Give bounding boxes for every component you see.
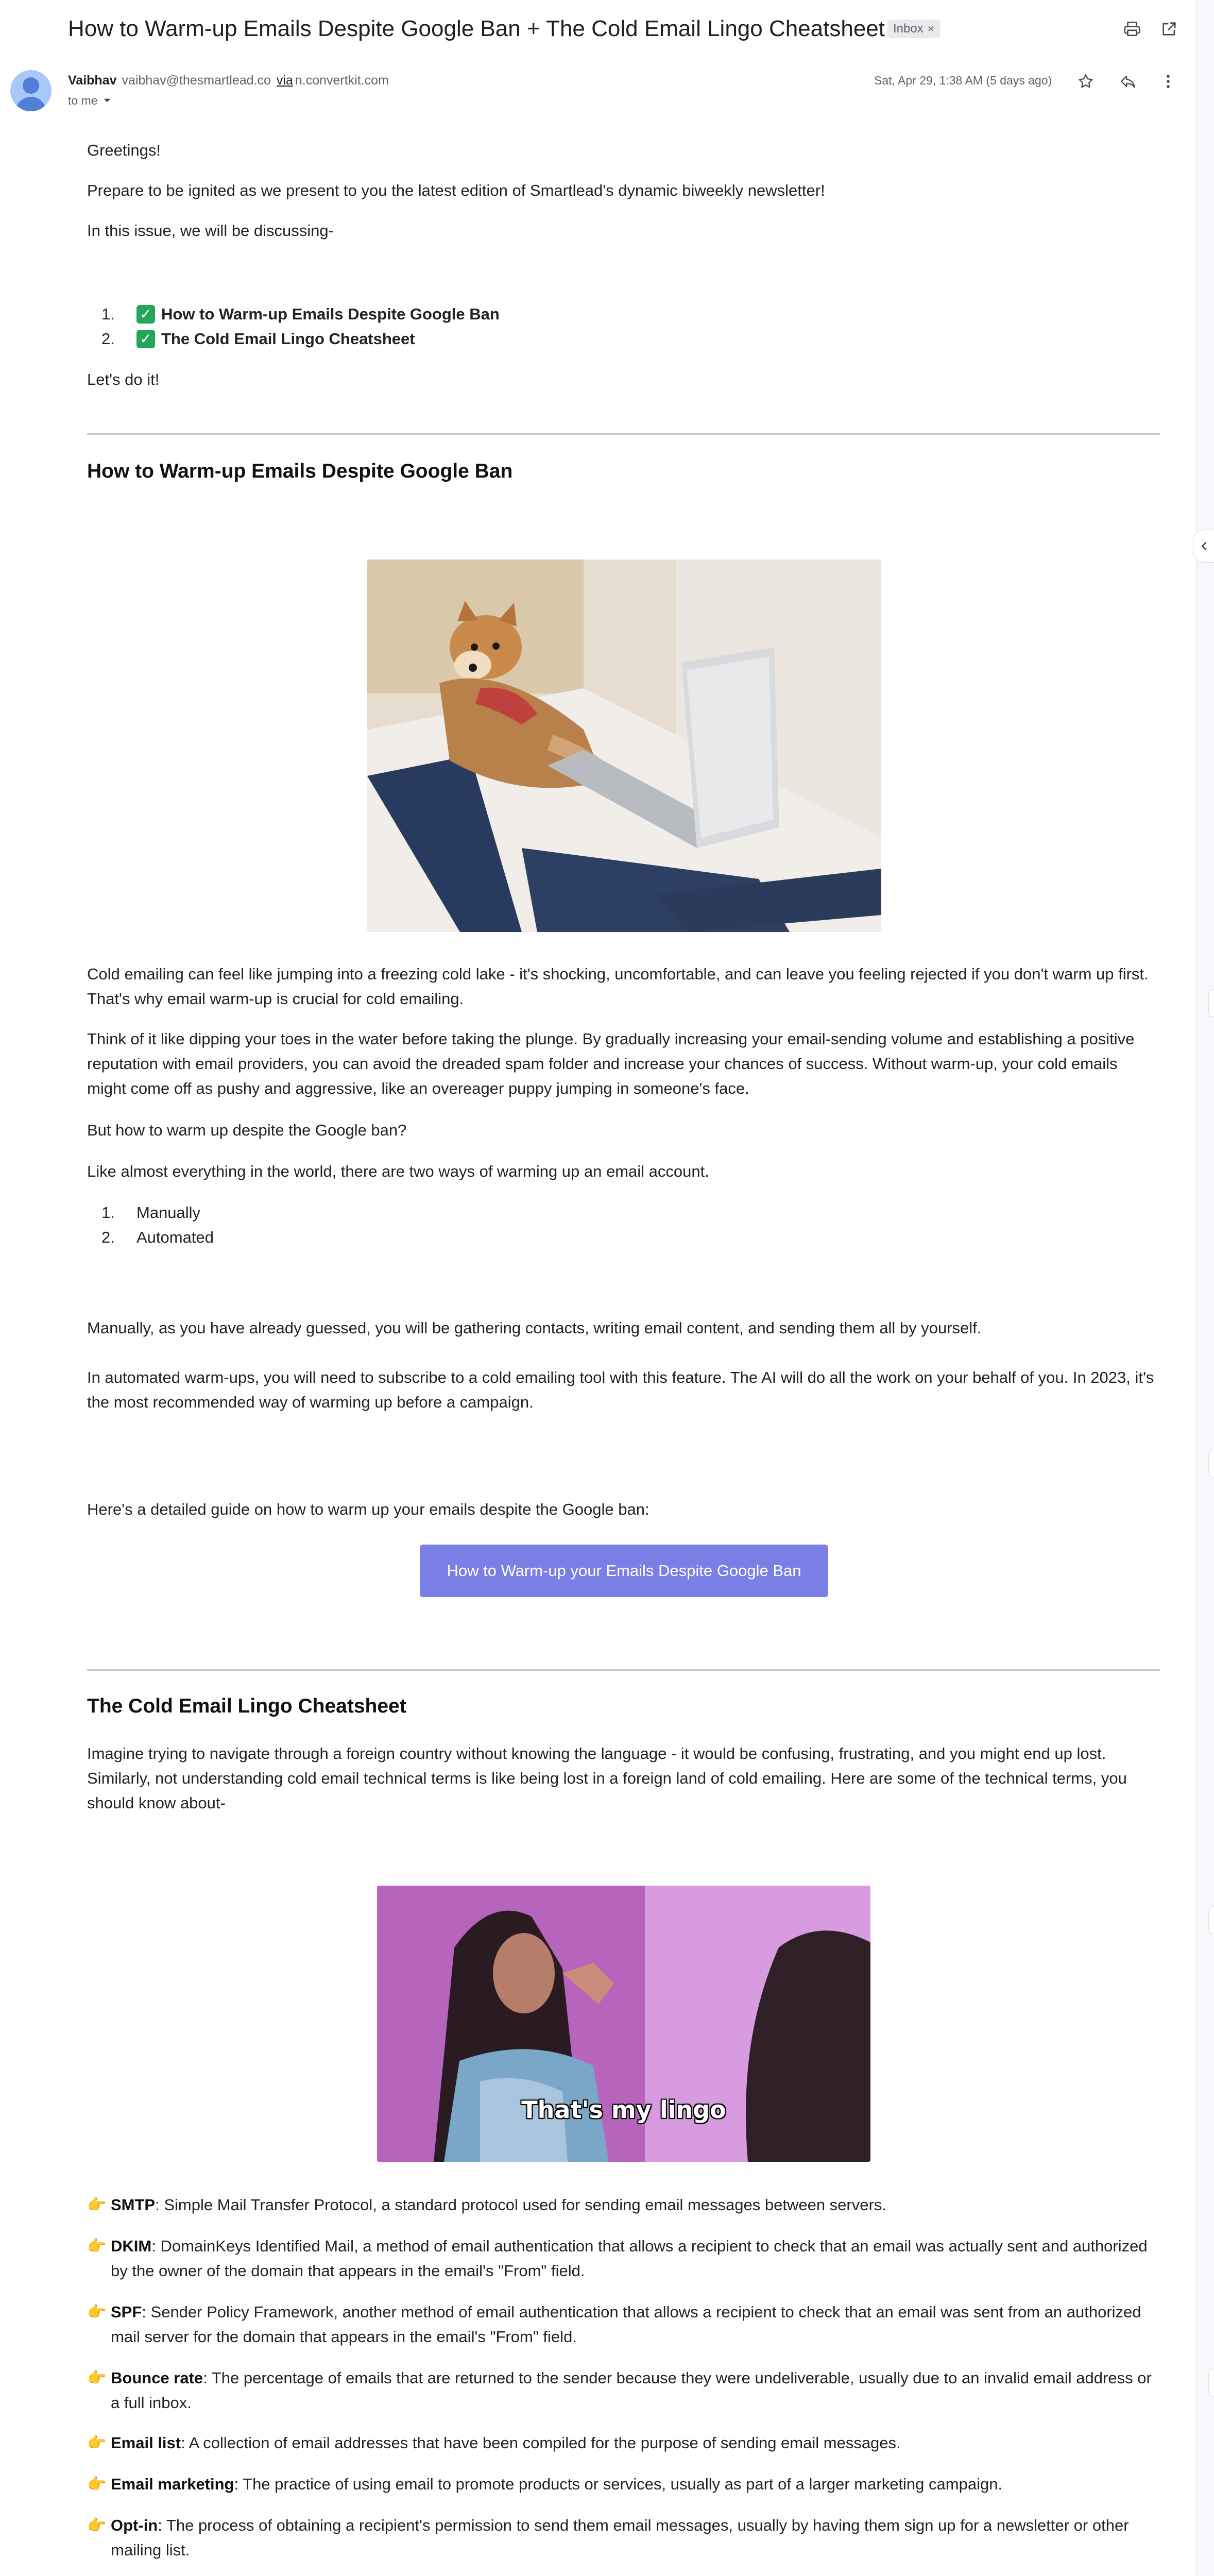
section-divider [87,1669,1160,1671]
pointing-hand-icon: 👉 [87,2369,107,2386]
greeting: Greetings! [87,141,161,159]
pointing-hand-icon: 👉 [87,2434,107,2451]
list-number: 2. [101,1228,115,1246]
side-panel-rail [1196,0,1214,2576]
list-label: How to Warm-up Emails Despite Google Ban [161,305,500,323]
paragraph: In automated warm-ups, you will need to subscribe to a cold emailing tool with this feature. The AI will do all the work on your behalf of you. In 2023, it's the most recommended way of warming up before a campaign. [87,1368,1154,1411]
sender-email: vaibhav@thesmartlead.co [122,73,271,88]
list-label: Automated [136,1228,214,1246]
more-vert-icon[interactable] [1155,68,1182,95]
term-description: : The practice of using email to promote products or services, usually as part of a larger marketing campaign. [234,2475,1003,2493]
term-name: SPF [111,2303,142,2321]
section-title-lingo: The Cold Email Lingo Cheatsheet [87,1695,406,1717]
term-description: : DomainKeys Identified Mail, a method of email authentication that allows a recipient to check that an email was actually sent and authorized by the owner of the domain that appears in the email's "From" field. [111,2237,1148,2280]
list-number: 1. [101,1204,115,1222]
list-item [87,2366,1160,2415]
side-panel-handle[interactable] [1208,1450,1214,1478]
list-item [87,1225,214,1250]
term-name: Opt-in [111,2516,158,2534]
check-mark-icon: ✓ [136,330,155,348]
paragraph: Think of it like dipping your toes in the water before taking the plunge. By gradually increasing your email-sending volume and establishing a positive reputation with email providers, you can avoid the dreaded spam folder and increase your chances of success. Without warm-up, your cold emails might come off as pushy and aggressive, like an overeager puppy jumping in someone's face. [87,1030,1135,1097]
term-description: : The process of obtaining a recipient's permission to send them email messages, usually by having them sign up for a newsletter or other mailing list. [111,2516,1129,2559]
open-in-new-icon[interactable] [1155,14,1184,43]
list-label: Manually [136,1204,201,1222]
list-label: The Cold Email Lingo Cheatsheet [161,330,415,348]
list-item [87,2513,1160,2563]
star-icon[interactable] [1072,68,1099,95]
term-name: Email marketing [111,2475,234,2493]
lets-do-it: Let's do it! [87,370,160,388]
gif-caption: That's my lingo [521,2096,726,2124]
pointing-hand-icon: 👉 [87,2196,107,2213]
side-panel-handle[interactable] [1208,989,1214,1017]
list-item [87,2234,1160,2283]
via-domain: n.convertkit.com [295,73,389,88]
sender-name[interactable]: Vaibhav [68,73,117,88]
pointing-hand-icon: 👉 [87,2238,107,2255]
list-item [87,327,415,351]
sender-row [0,61,1196,123]
pointing-hand-icon: 👉 [87,2303,107,2320]
paragraph: Here's a detailed guide on how to warm up your emails despite the Google ban: [87,1500,649,1518]
recipient-dropdown[interactable] [68,93,111,108]
side-panel-handle[interactable] [1208,2369,1214,2397]
term-name: Email list [111,2434,181,2452]
lingo-gif-image[interactable] [377,1886,870,2162]
pointing-hand-icon: 👉 [87,2517,107,2534]
list-item [87,1200,200,1225]
email-subject: How to Warm-up Emails Despite Google Ban + The Cold Email Lingo Cheatsheet [68,16,885,41]
chevron-left-icon [1200,541,1209,551]
warmup-guide-button[interactable]: How to Warm-up your Emails Despite Google Ban [420,1545,828,1597]
sender-line [68,72,389,89]
chevron-down-icon [103,96,111,105]
term-name: Bounce rate [111,2369,203,2387]
inbox-label-chip[interactable] [887,20,941,38]
term-description: : Simple Mail Transfer Protocol, a standard protocol used for sending email messages between servers. [155,2196,886,2214]
discussing-paragraph: In this issue, we will be discussing- [87,222,334,240]
section-divider [87,433,1160,435]
term-description: : A collection of email addresses that have been compiled for the purpose of sending email messages. [181,2434,901,2452]
list-item [87,2193,1160,2217]
list-item [87,2300,1160,2349]
list-item [87,2431,1160,2455]
avatar[interactable] [10,70,52,111]
paragraph: Manually, as you have already guessed, you will be gathering contacts, writing email content, and sending them all by yourself. [87,1319,982,1337]
check-mark-icon: ✓ [136,305,155,324]
pointing-hand-icon: 👉 [87,2476,107,2493]
section-title-warmup: How to Warm-up Emails Despite Google Ban [87,460,513,482]
term-description: : The percentage of emails that are returned to the sender because they were undeliverable, usually due to an invalid email address or a full inbox. [111,2369,1152,2412]
paragraph: Cold emailing can feel like jumping into a freezing cold lake - it's shocking, uncomfortable, and can leave you feeling rejected if you don't warm up first. That's why email warm-up is crucial for cold emailing. [87,965,1149,1008]
list-item [87,302,500,327]
dog-laptop-image[interactable] [367,560,881,932]
side-panel-toggle[interactable] [1193,530,1214,563]
via-link[interactable]: via [276,73,293,88]
list-item [87,2472,1160,2497]
remove-label-icon[interactable]: × [927,22,934,35]
term-name: DKIM [111,2237,152,2255]
intro-paragraph: Prepare to be ignited as we present to you the latest edition of Smartlead's dynamic biweekly newsletter! [87,181,825,199]
message-header [0,0,1196,59]
message-date: Sat, Apr 29, 1:38 AM (5 days ago) [874,74,1052,87]
paragraph: Imagine trying to navigate through a foreign country without knowing the language - it would be confusing, frustrating, and you might end up lost. Similarly, not understanding cold email technical terms is like being lost in a foreign land of cold emailing. Here are some of the technical terms, you should know about- [87,1744,1127,1812]
recipient-label: to me [68,94,98,107]
paragraph: But how to warm up despite the Google ban? [87,1121,407,1139]
reply-icon[interactable] [1115,68,1141,95]
list-number: 1. [101,305,115,323]
term-name: SMTP [111,2196,156,2214]
side-panel-handle[interactable] [1208,1906,1214,1934]
print-icon[interactable] [1118,14,1147,43]
list-number: 2. [101,330,115,348]
term-description: : Sender Policy Framework, another method of email authentication that allows a recipient to check that an email was sent from an authorized mail server for the domain that appears in the email's "From" field. [111,2303,1141,2346]
paragraph: Like almost everything in the world, there are two ways of warming up an email account. [87,1162,709,1180]
inbox-label-text: Inbox [893,22,924,36]
